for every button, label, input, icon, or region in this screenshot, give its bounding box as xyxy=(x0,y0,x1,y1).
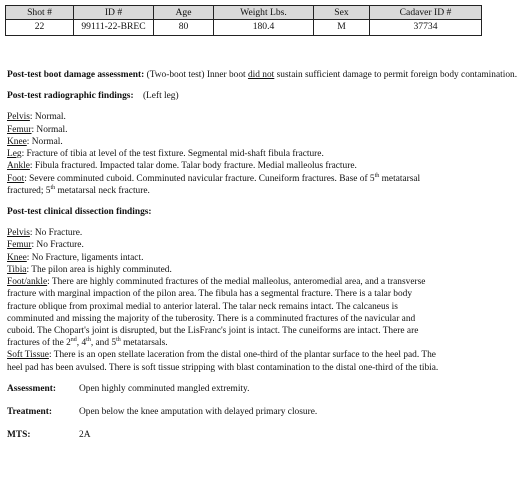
assessment-value: Open highly comminuted mangled extremity. xyxy=(79,383,250,394)
table-row xyxy=(6,20,482,35)
treatment-label: Treatment: xyxy=(7,407,52,418)
radio-pelvis: Pelvis: Normal. xyxy=(7,112,66,123)
specimen-table xyxy=(5,5,482,36)
mts-value: 2A xyxy=(79,430,91,441)
mts-row xyxy=(7,429,479,441)
cell-sex: M xyxy=(314,20,370,35)
radio-femur: Femur: Normal. xyxy=(7,124,68,135)
radiographic-side: (Left leg) xyxy=(142,91,179,102)
boot-assessment-line-1: Post-test boot damage assessment: (Two-boot test) Inner boot did not sustain sufficient damage to permit foreign body contamination. xyxy=(7,70,517,80)
did-not-emphasis: did not xyxy=(247,70,275,80)
treatment-row xyxy=(7,406,479,418)
radiographic-heading: Post-test radiographic findings: (Left leg) xyxy=(7,91,179,102)
mts-label: MTS: xyxy=(7,430,31,441)
radio-foot: Foot: Severe comminuted cuboid. Comminuted navicular fracture. Cuneiform fractures. Base of 5th metatarsal xyxy=(7,172,421,184)
cell-weight: 180.4 xyxy=(214,20,314,35)
header-sex: Sex xyxy=(314,6,370,20)
cell-cadaver-id: 37734 xyxy=(370,20,482,35)
boot-assessment-section xyxy=(7,69,517,81)
assessment-row xyxy=(7,383,479,395)
assessment-label: Assessment: xyxy=(7,383,56,394)
table-header-row xyxy=(6,6,482,20)
boot-assessment-text: sustain sufficient damage to permit foreign body contamination. xyxy=(276,70,517,80)
clinical-section xyxy=(7,206,479,374)
header-shot: Shot # xyxy=(6,6,74,20)
cell-age: 80 xyxy=(154,20,214,35)
report-body xyxy=(7,69,517,441)
clinical-heading: Post-test clinical dissection findings: xyxy=(7,206,152,217)
radio-leg: Leg: Fracture of tibia at level of the test fixture. Segmental mid-shaft fibula fracture. xyxy=(7,149,324,160)
cell-id: 99111-22-BREC xyxy=(74,20,154,35)
clinical-tibia: Tibia: The pilon area is highly comminuted. xyxy=(7,264,172,275)
radio-ankle: Ankle: Fibula fractured. Impacted talar dome. Talar body fracture. Medial malleolus fracture. xyxy=(7,161,357,172)
clinical-foot-ankle: Foot/ankle: There are highly comminuted fractures of the medial malleolus, anteromedial area, and a transverse fracture with marginal impaction of the pilon area. The fibula has a segmental fracture. There is a talar body fracture oblique from proximal medial to anterior lateral. The talar neck remains intact. The calcaneus is comminuted and missing the majority of the tuberosity. There is a comminuted fractures of the navicular and cuboid. The Chopart's joint is disrupted, but the LisFranc's joint is intact. The cuneiforms are intact. There are fractures of the 2nd, 4th, and 5th metatarsals. xyxy=(7,277,426,349)
radio-knee: Knee: Normal. xyxy=(7,136,63,147)
header-weight: Weight Lbs. xyxy=(214,6,314,20)
header-cadaver-id: Cadaver ID # xyxy=(370,6,482,20)
clinical-soft-tissue: Soft Tissue: There is an open stellate laceration from the distal one-third of the plantar surface to the heel pad. The heel pad has been avulsed. There is soft tissue stripping with blast contamination to the distal one-third of the tibia. xyxy=(7,350,439,373)
cell-shot: 22 xyxy=(6,20,74,35)
clinical-femur: Femur: No Fracture. xyxy=(7,240,84,251)
clinical-knee: Knee: No Fracture, ligaments intact. xyxy=(7,252,144,263)
header-age: Age xyxy=(154,6,214,20)
clinical-pelvis: Pelvis: No Fracture. xyxy=(7,228,83,239)
boot-assessment-label: Post-test boot damage assessment: xyxy=(7,70,145,80)
radiographic-section xyxy=(7,90,479,197)
header-id: ID # xyxy=(74,6,154,20)
treatment-value: Open below the knee amputation with delayed primary closure. xyxy=(79,407,318,418)
radio-foot-cont: fractured; 5th metatarsal neck fracture. xyxy=(7,184,150,196)
